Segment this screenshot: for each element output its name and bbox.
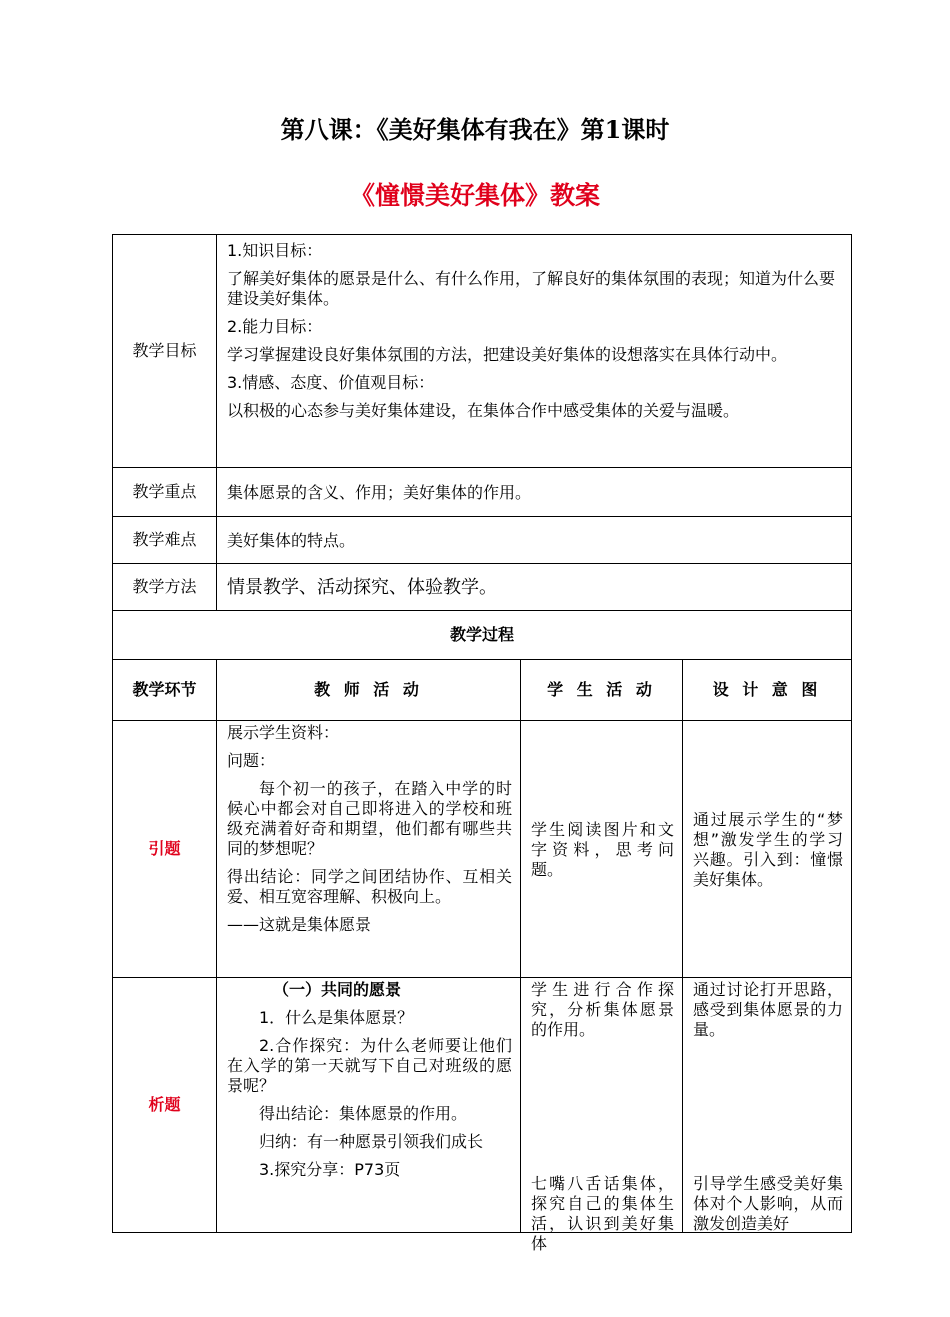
intro-row bbox=[113, 721, 852, 978]
emotion-goal-text: 以积极的心态参与美好集体建设，在集体合作中感受集体的关爱与温暖。 bbox=[227, 401, 740, 420]
column-header-stage: 教学环节 bbox=[113, 660, 217, 721]
analysis-design-text-1: 通过讨论打开思路，感受到集体愿景的力量。 bbox=[693, 980, 844, 1039]
process-title: 教学过程 bbox=[113, 611, 852, 660]
intro-teacher-line: 得出结论：同学之间团结协作、互相关爱、相互宽容理解、积极向上。 bbox=[227, 867, 512, 906]
process-title-row bbox=[113, 611, 852, 660]
analysis-teacher-activity bbox=[217, 978, 521, 1233]
column-header-design: 设 计 意 图 bbox=[683, 660, 852, 721]
lesson-title: 第八课：《美好集体有我在》第1课时 bbox=[280, 115, 670, 144]
intro-teacher-line: 每个初一的孩子，在踏入中学的时候心中都会对自己即将进入的学校和班级充满着好奇和期望，他们都有哪些共同的梦想呢？ bbox=[227, 779, 512, 858]
analysis-student-activity bbox=[521, 978, 683, 1253]
key-points-label: 教学重点 bbox=[113, 468, 217, 517]
analysis-teacher-line: 归纳：有一种愿景引领我们成长 bbox=[259, 1132, 484, 1151]
analysis-teacher-line: 2.合作探究：为什么老师要让他们在入学的第一天就写下自己对班级的愿景呢？ bbox=[227, 1036, 512, 1095]
difficulty-label: 教学难点 bbox=[113, 517, 217, 564]
objectives-label: 教学目标 bbox=[113, 235, 217, 468]
column-header-teacher: 教 师 活 动 bbox=[217, 660, 521, 721]
objectives-row bbox=[113, 235, 852, 468]
intro-design-intent: 通过展示学生的“梦想”激发学生的学习兴趣。引入到：憧憬美好集体。 bbox=[683, 721, 852, 978]
intro-teacher-line: 问题： bbox=[227, 751, 276, 770]
ability-goal-text: 学习掌握建设良好集体氛围的方法，把建设美好集体的设想落实在具体行动中。 bbox=[227, 345, 788, 364]
analysis-label: 析题 bbox=[113, 978, 217, 1233]
analysis-student-text-2: 七嘴八舌话集体，探究自己的集体生活，认识到美好集体 bbox=[531, 1174, 674, 1253]
intro-student-activity: 学生阅读图片和文字资料，思考问题。 bbox=[521, 721, 683, 978]
ability-goal-heading: 2.能力目标： bbox=[227, 317, 323, 336]
analysis-student-text-1: 学生进行合作探究，分析集体愿景的作用。 bbox=[531, 980, 674, 1039]
method-label: 教学方法 bbox=[113, 564, 217, 611]
key-points-row bbox=[113, 468, 852, 517]
lesson-subtitle: 《憧憬美好集体》教案 bbox=[349, 181, 600, 210]
analysis-teacher-line: 1．什么是集体愿景？ bbox=[259, 1008, 414, 1027]
process-column-headers bbox=[113, 660, 852, 721]
analysis-design-text-2: 引导学生感受美好集体对个人影响，从而激发创造美好 bbox=[693, 1174, 844, 1233]
difficulty-row bbox=[113, 517, 852, 564]
method-row bbox=[113, 564, 852, 611]
analysis-teacher-line: （一）共同的愿景 bbox=[273, 980, 402, 999]
analysis-row bbox=[113, 978, 852, 1233]
key-points-text: 集体愿景的含义、作用；美好集体的作用。 bbox=[217, 468, 852, 517]
analysis-teacher-line: 得出结论：集体愿景的作用。 bbox=[259, 1104, 468, 1123]
emotion-goal-heading: 3.情感、态度、价值观目标： bbox=[227, 373, 435, 392]
analysis-design-intent bbox=[683, 978, 852, 1233]
difficulty-text: 美好集体的特点。 bbox=[217, 517, 852, 564]
objectives-content bbox=[217, 235, 852, 468]
intro-label: 引题 bbox=[113, 721, 217, 978]
column-header-student: 学 生 活 动 bbox=[521, 660, 683, 721]
knowledge-goal-text: 了解美好集体的愿景是什么、有什么作用，了解良好的集体氛围的表现；知道为什么要建设美好集体。 bbox=[227, 269, 836, 308]
intro-teacher-line: 展示学生资料： bbox=[227, 723, 340, 742]
knowledge-goal-heading: 1.知识目标： bbox=[227, 241, 323, 260]
lesson-plan-table bbox=[112, 234, 852, 1253]
method-text: 情景教学、活动探究、体验教学。 bbox=[217, 564, 852, 611]
analysis-teacher-line: 3.探究分享：P73页 bbox=[259, 1160, 401, 1179]
intro-teacher-line: ——这就是集体愿景 bbox=[227, 915, 372, 934]
intro-teacher-activity bbox=[217, 721, 521, 978]
